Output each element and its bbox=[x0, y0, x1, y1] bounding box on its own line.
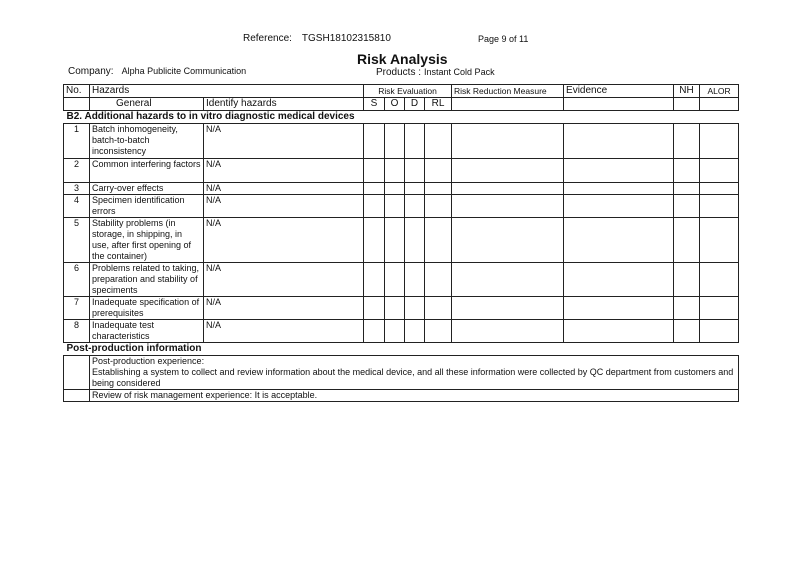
risk-analysis-table bbox=[63, 84, 739, 402]
sub-general: General bbox=[90, 98, 204, 111]
products-label: Products : bbox=[376, 67, 422, 78]
row-number: 3 bbox=[64, 183, 90, 195]
page-title: Risk Analysis bbox=[357, 51, 448, 67]
row-general: Stability problems (in storage, in shipping, in use, after first opening of the container) bbox=[90, 218, 204, 263]
row-identify: N/A bbox=[204, 263, 364, 297]
table-row bbox=[64, 218, 739, 263]
table-row bbox=[64, 195, 739, 218]
row-general: Problems related to taking, preparation and stability of speciments bbox=[90, 263, 204, 297]
page-number: Page 9 of 11 bbox=[478, 34, 529, 44]
row-identify: N/A bbox=[204, 297, 364, 320]
cell-empty bbox=[564, 98, 674, 111]
row-number: 1 bbox=[64, 124, 90, 159]
reference-label: Reference: bbox=[243, 33, 292, 44]
company bbox=[68, 66, 246, 77]
row-identify: N/A bbox=[204, 320, 364, 343]
col-evidence: Evidence bbox=[564, 85, 674, 98]
sub-s: S bbox=[364, 98, 385, 111]
row-number: 7 bbox=[64, 297, 90, 320]
subheader-row bbox=[64, 98, 739, 111]
table-row bbox=[64, 297, 739, 320]
post-production-label: Post-production experience: bbox=[92, 356, 205, 366]
row-general: Inadequate test characteristics bbox=[90, 320, 204, 343]
sub-identify-hazards: Identify hazards bbox=[204, 98, 364, 111]
col-nh: NH bbox=[674, 85, 700, 98]
reference bbox=[243, 33, 391, 44]
row-number: 5 bbox=[64, 218, 90, 263]
company-label: Company: bbox=[68, 66, 114, 77]
row-number: 4 bbox=[64, 195, 90, 218]
row-number: 6 bbox=[64, 263, 90, 297]
table-row bbox=[64, 183, 739, 195]
row-general: Carry-over effects bbox=[90, 183, 204, 195]
cell-empty bbox=[674, 98, 700, 111]
row-number: 2 bbox=[64, 159, 90, 183]
row-identify: N/A bbox=[204, 195, 364, 218]
section-row bbox=[64, 111, 739, 124]
col-risk-reduction: Risk Reduction Measure bbox=[452, 85, 564, 98]
products bbox=[376, 67, 495, 78]
post-production-row bbox=[64, 356, 739, 390]
table-row bbox=[64, 320, 739, 343]
row-general: Specimen identification errors bbox=[90, 195, 204, 218]
cell-empty bbox=[64, 98, 90, 111]
row-identify: N/A bbox=[204, 159, 364, 183]
cell-empty bbox=[452, 98, 564, 111]
sub-d: D bbox=[405, 98, 425, 111]
table-row bbox=[64, 159, 739, 183]
row-general: Common interfering factors bbox=[90, 159, 204, 183]
header-row bbox=[64, 85, 739, 98]
section-title-post-production: Post-production information bbox=[64, 343, 739, 356]
row-identify: N/A bbox=[204, 183, 364, 195]
table-row bbox=[64, 124, 739, 159]
post-production-cell bbox=[90, 356, 739, 390]
reference-code: TGSH18102315810 bbox=[301, 33, 391, 44]
col-no: No. bbox=[64, 85, 90, 98]
col-risk-evaluation: Risk Evaluation bbox=[364, 85, 452, 98]
row-general: Batch inhomogeneity, batch-to-batch inconsistency bbox=[90, 124, 204, 159]
review-text: Review of risk management experience: It is acceptable. bbox=[90, 390, 739, 402]
cell-empty bbox=[700, 98, 739, 111]
sub-rl: RL bbox=[425, 98, 452, 111]
col-alor: ALOR bbox=[700, 85, 739, 98]
table-row bbox=[64, 263, 739, 297]
post-production-text: Establishing a system to collect and review information about the medical device, and all these information were collected by QC department from customers and being considered bbox=[92, 367, 734, 388]
row-general: Inadequate specification of prerequisites bbox=[90, 297, 204, 320]
col-hazards: Hazards bbox=[90, 85, 364, 98]
section-row bbox=[64, 343, 739, 356]
row-identify: N/A bbox=[204, 218, 364, 263]
row-identify: N/A bbox=[204, 124, 364, 159]
review-row bbox=[64, 390, 739, 402]
products-value: Instant Cold Pack bbox=[424, 67, 495, 77]
sub-o: O bbox=[385, 98, 405, 111]
row-number: 8 bbox=[64, 320, 90, 343]
company-value: Alpha Publicite Communication bbox=[121, 66, 247, 76]
section-title-b2: B2. Additional hazards to in vitro diagnostic medical devices bbox=[64, 111, 739, 124]
